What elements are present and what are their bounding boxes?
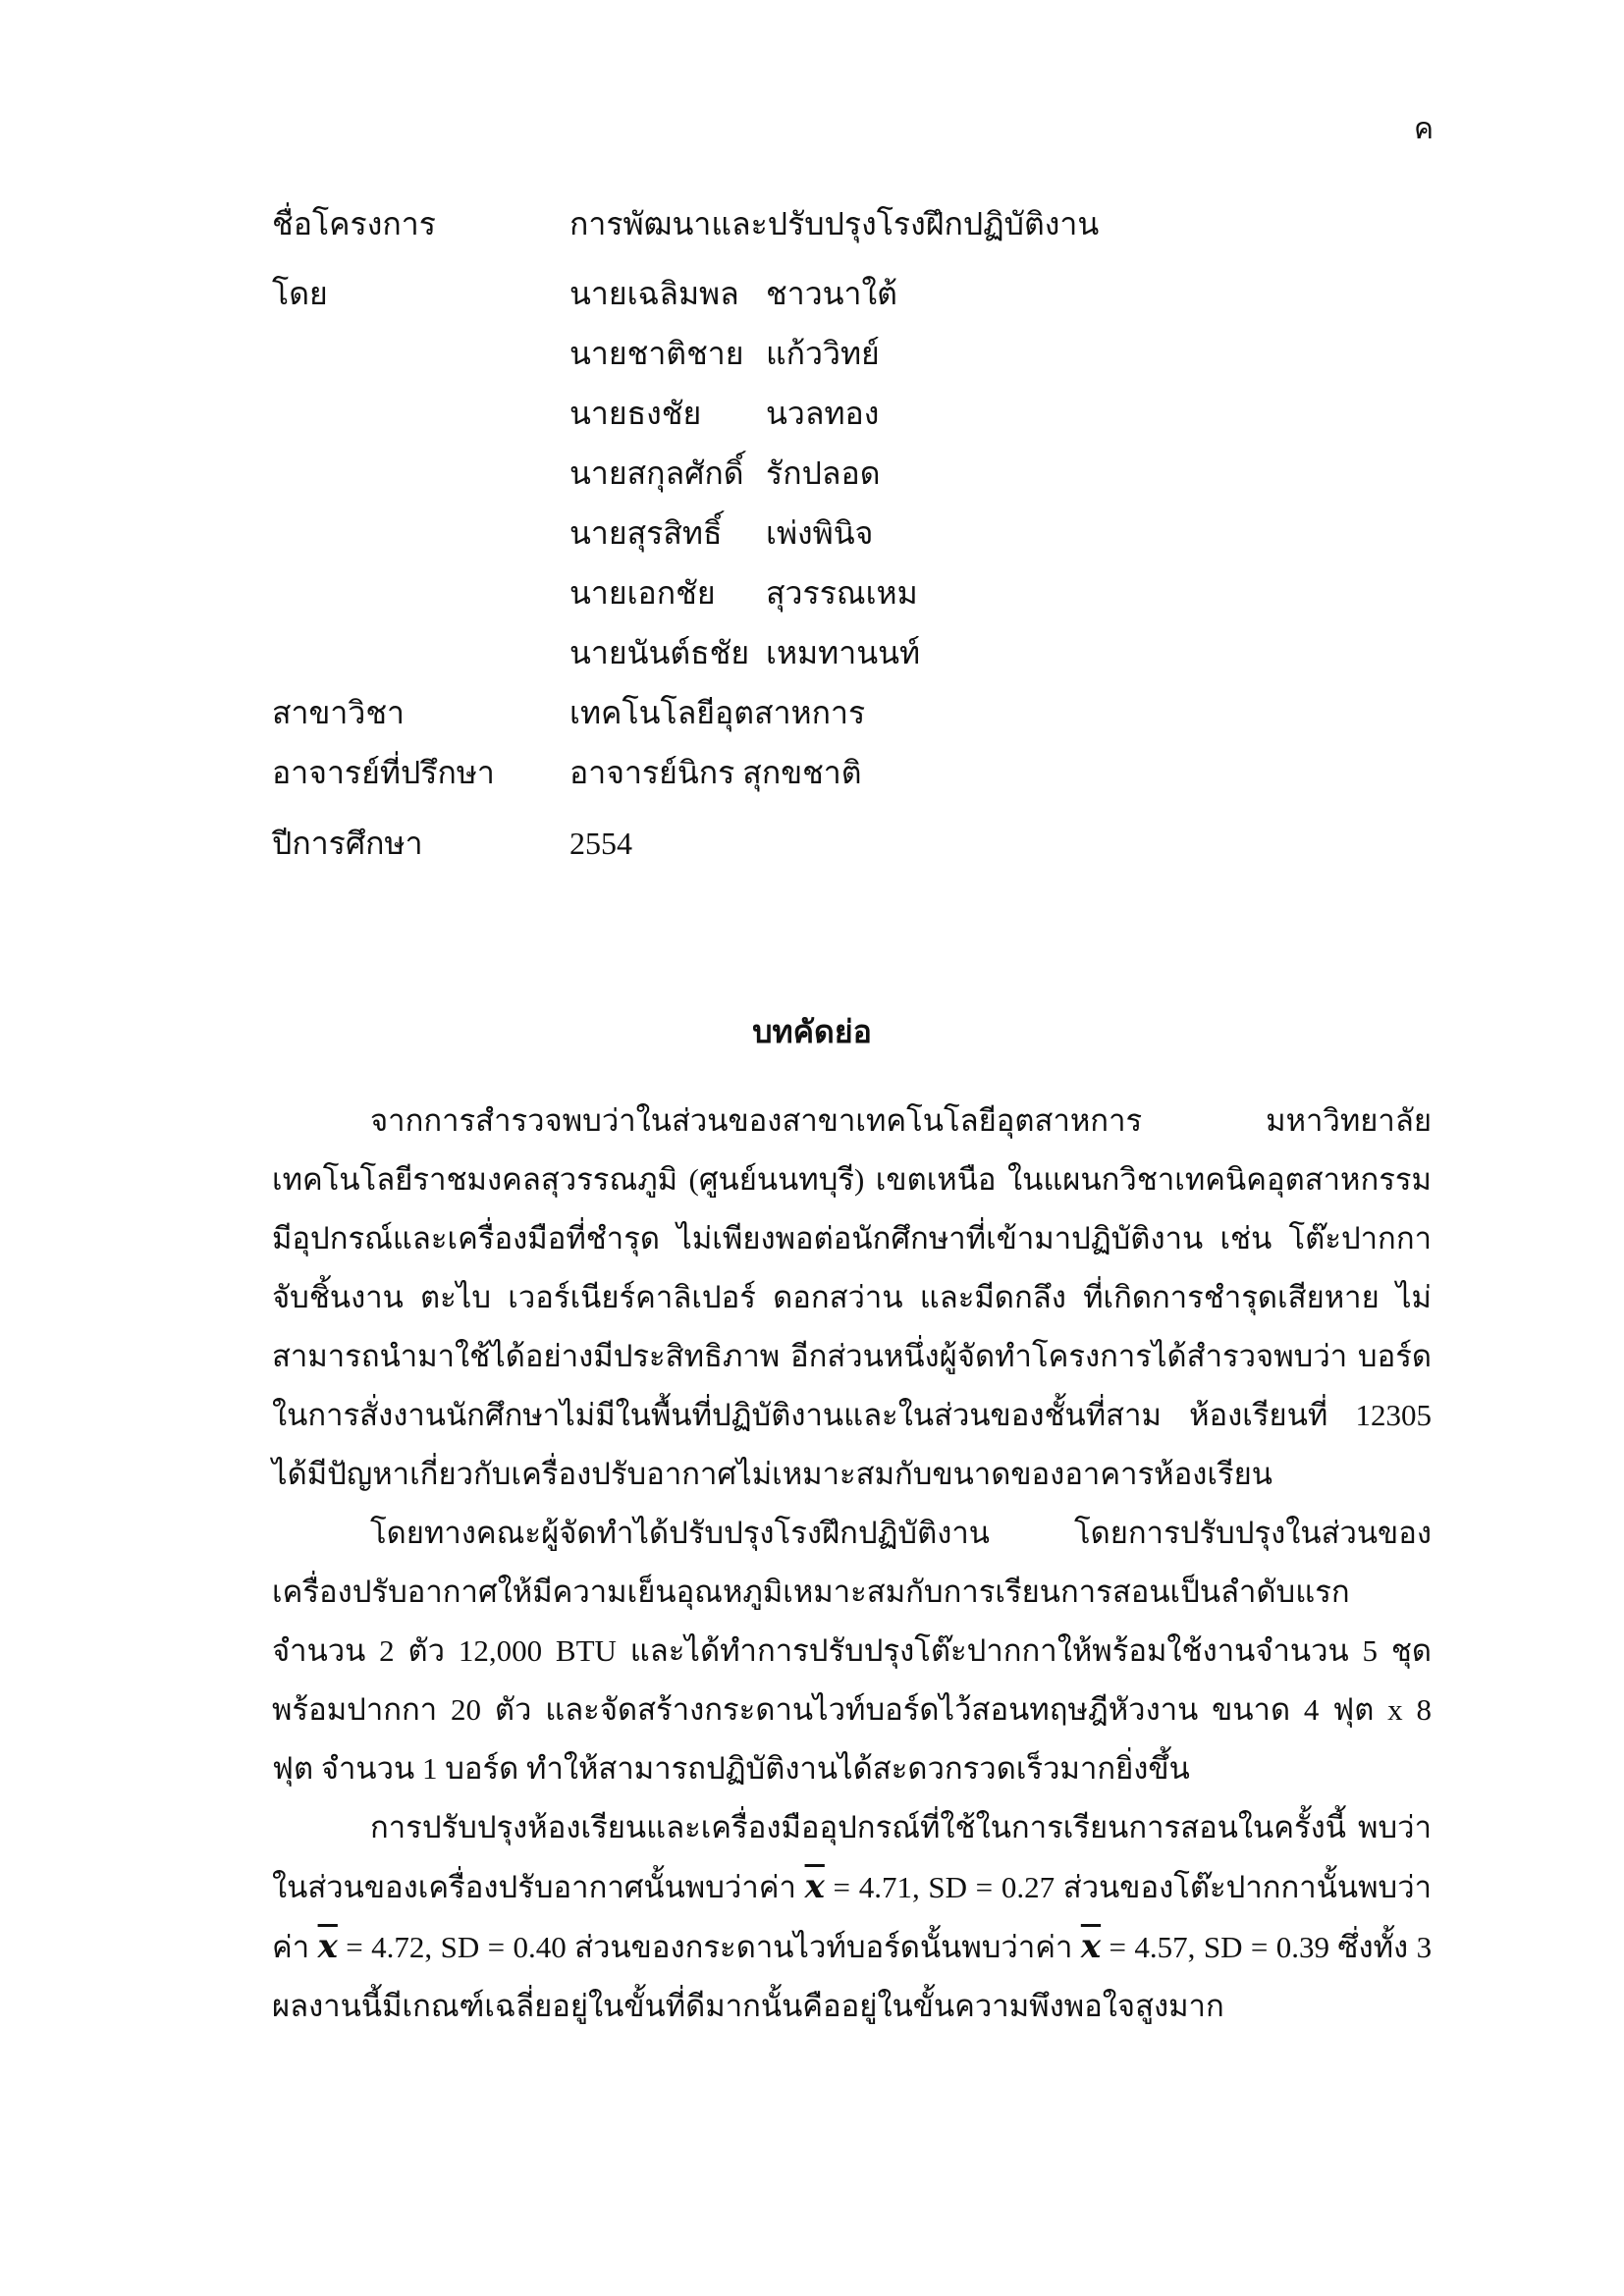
abstract-paragraph: จากการสำรวจพบว่าในส่วนของสาขาเทคโนโลยีอุตสาหการ มหาวิทยาลัยเทคโนโลยีราชมงคลสุวรรณภูมิ (ศูนย์นนทบุรี) เขตเหนือ ในแผนกวิชาเทคนิคอุตสาหกรรม มีอุปกรณ์และเครื่องมือที่ชำรุด ไม่เพียงพอต่อนักศึกษาที่เข้ามาปฏิบัติงาน เช่น โต๊ะปากกาจับชิ้นงาน ตะไบ เวอร์เนียร์คาลิเปอร์ ดอกสว่าน และมีดกลึง ที่เกิดการชำรุดเสียหาย ไม่สามารถนำมาใช้ได้อย่างมีประสิทธิภาพ อีกส่วนหนึ่งผู้จัดทำโครงการได้สำรวจพบว่า บอร์ดในการสั่งงานนักศึกษาไม่มีในพื้นที่ปฏิบัติงานและในส่วนของชั้นที่สาม ห้องเรียนที่ 12305 ได้มีปัญหาเกี่ยวกับเครื่องปรับอากาศไม่เหมาะสมกับขนาดของอาคารห้องเรียน	[272, 1103, 1432, 1491]
authors-label: โดย	[272, 276, 328, 311]
author-first-name: นายนันต์ธชัย	[569, 635, 750, 670]
author-last-name: เหมทานนท์	[766, 635, 921, 670]
project-label: ชื่อโครงการ	[272, 206, 436, 241]
mean-symbol: $\overline{x}$	[1080, 1927, 1102, 1966]
advisor-value: อาจารย์นิกร สุกขชาติ	[569, 755, 862, 790]
abstract-title: บทคัดย่อ	[752, 1014, 872, 1049]
author-last-name: สุวรรณเหม	[766, 575, 918, 611]
department-value: เทคโนโลยีอุตสาหการ	[569, 695, 866, 730]
mean-symbol: $\overline{x}$	[317, 1927, 338, 1966]
page-number: ค	[1414, 113, 1435, 145]
results-intro: การปรับปรุงห้องเรียนและเครื่องมืออุปกรณ์ที่ใช้ในการเรียนการสอนในครั้งนี้ พบว่าในส่วนของเครื่องปรับอากาศนั้นพบว่าค่า	[272, 1810, 1432, 1904]
author-last-name: รักปลอด	[766, 455, 881, 491]
author-first-name: นายเอกชัย	[569, 575, 716, 611]
author-first-name: นายสุรสิทธิ์	[569, 515, 723, 551]
air-conditioner-result: = 4.71, SD = 0.27 ส่วนของโต๊ะปากกานั้นพบว่าค่า	[272, 1870, 1433, 1964]
author-last-name: แก้ววิทย์	[766, 336, 880, 371]
abstract-paragraph: โดยทางคณะผู้จัดทำได้ปรับปรุงโรงฝึกปฏิบัติงาน โดยการปรับปรุงในส่วนของเครื่องปรับอากาศให้มีความเย็นอุณหภูมิเหมาะสมกับการเรียนการสอนเป็นลำดับแรกจำนวน 2 ตัว 12,000 BTU และได้ทำการปรับปรุงโต๊ะปากกาให้พร้อมใช้งานจำนวน 5 ชุดพร้อมปากกา 20 ตัว และจัดสร้างกระดานไวท์บอร์ดไว้สอนทฤษฎีหัวงาน ขนาด 4 ฟุต x 8 ฟุต จำนวน 1 บอร์ด ทำให้สามารถปฏิบัติงานได้สะดวกรวดเร็วมากยิ่งขึ้น	[272, 1516, 1432, 1786]
author-first-name: นายชาติชาย	[569, 336, 744, 371]
advisor-label: อาจารย์ที่ปรึกษา	[272, 755, 495, 790]
academic-year-value: 2554	[569, 826, 632, 861]
author-first-name: นายเฉลิมพล	[569, 276, 739, 311]
academic-year-label: ปีการศึกษา	[272, 826, 423, 861]
abstract-paragraph	[272, 1798, 1432, 2036]
department-label: สาขาวิชา	[272, 695, 405, 730]
mean-symbol: $\overline{x}$	[804, 1867, 825, 1906]
author-last-name: เพ่งพินิจ	[766, 515, 874, 551]
author-last-name: นวลทอง	[766, 396, 880, 431]
whiteboard-result: = 4.57, SD = 0.39 ซึ่งทั้ง 3 ผลงานนี้มีเกณฑ์เฉลี่ยอยู่ในขั้นที่ดีมากนั้นคืออยู่ในขั้นความพึงพอใจสูงมาก	[272, 1930, 1433, 2023]
project-title: การพัฒนาและปรับปรุงโรงฝึกปฏิบัติงาน	[569, 206, 1100, 241]
author-first-name: นายธงชัย	[569, 396, 702, 431]
abstract-body	[272, 1092, 1432, 2036]
author-last-name: ชาวนาใต้	[766, 276, 897, 311]
vise-table-result: = 4.72, SD = 0.40 ส่วนของกระดานไวท์บอร์ดนั้นพบว่าค่า	[346, 1930, 1073, 1964]
author-first-name: นายสกุลศักดิ์	[569, 455, 744, 491]
